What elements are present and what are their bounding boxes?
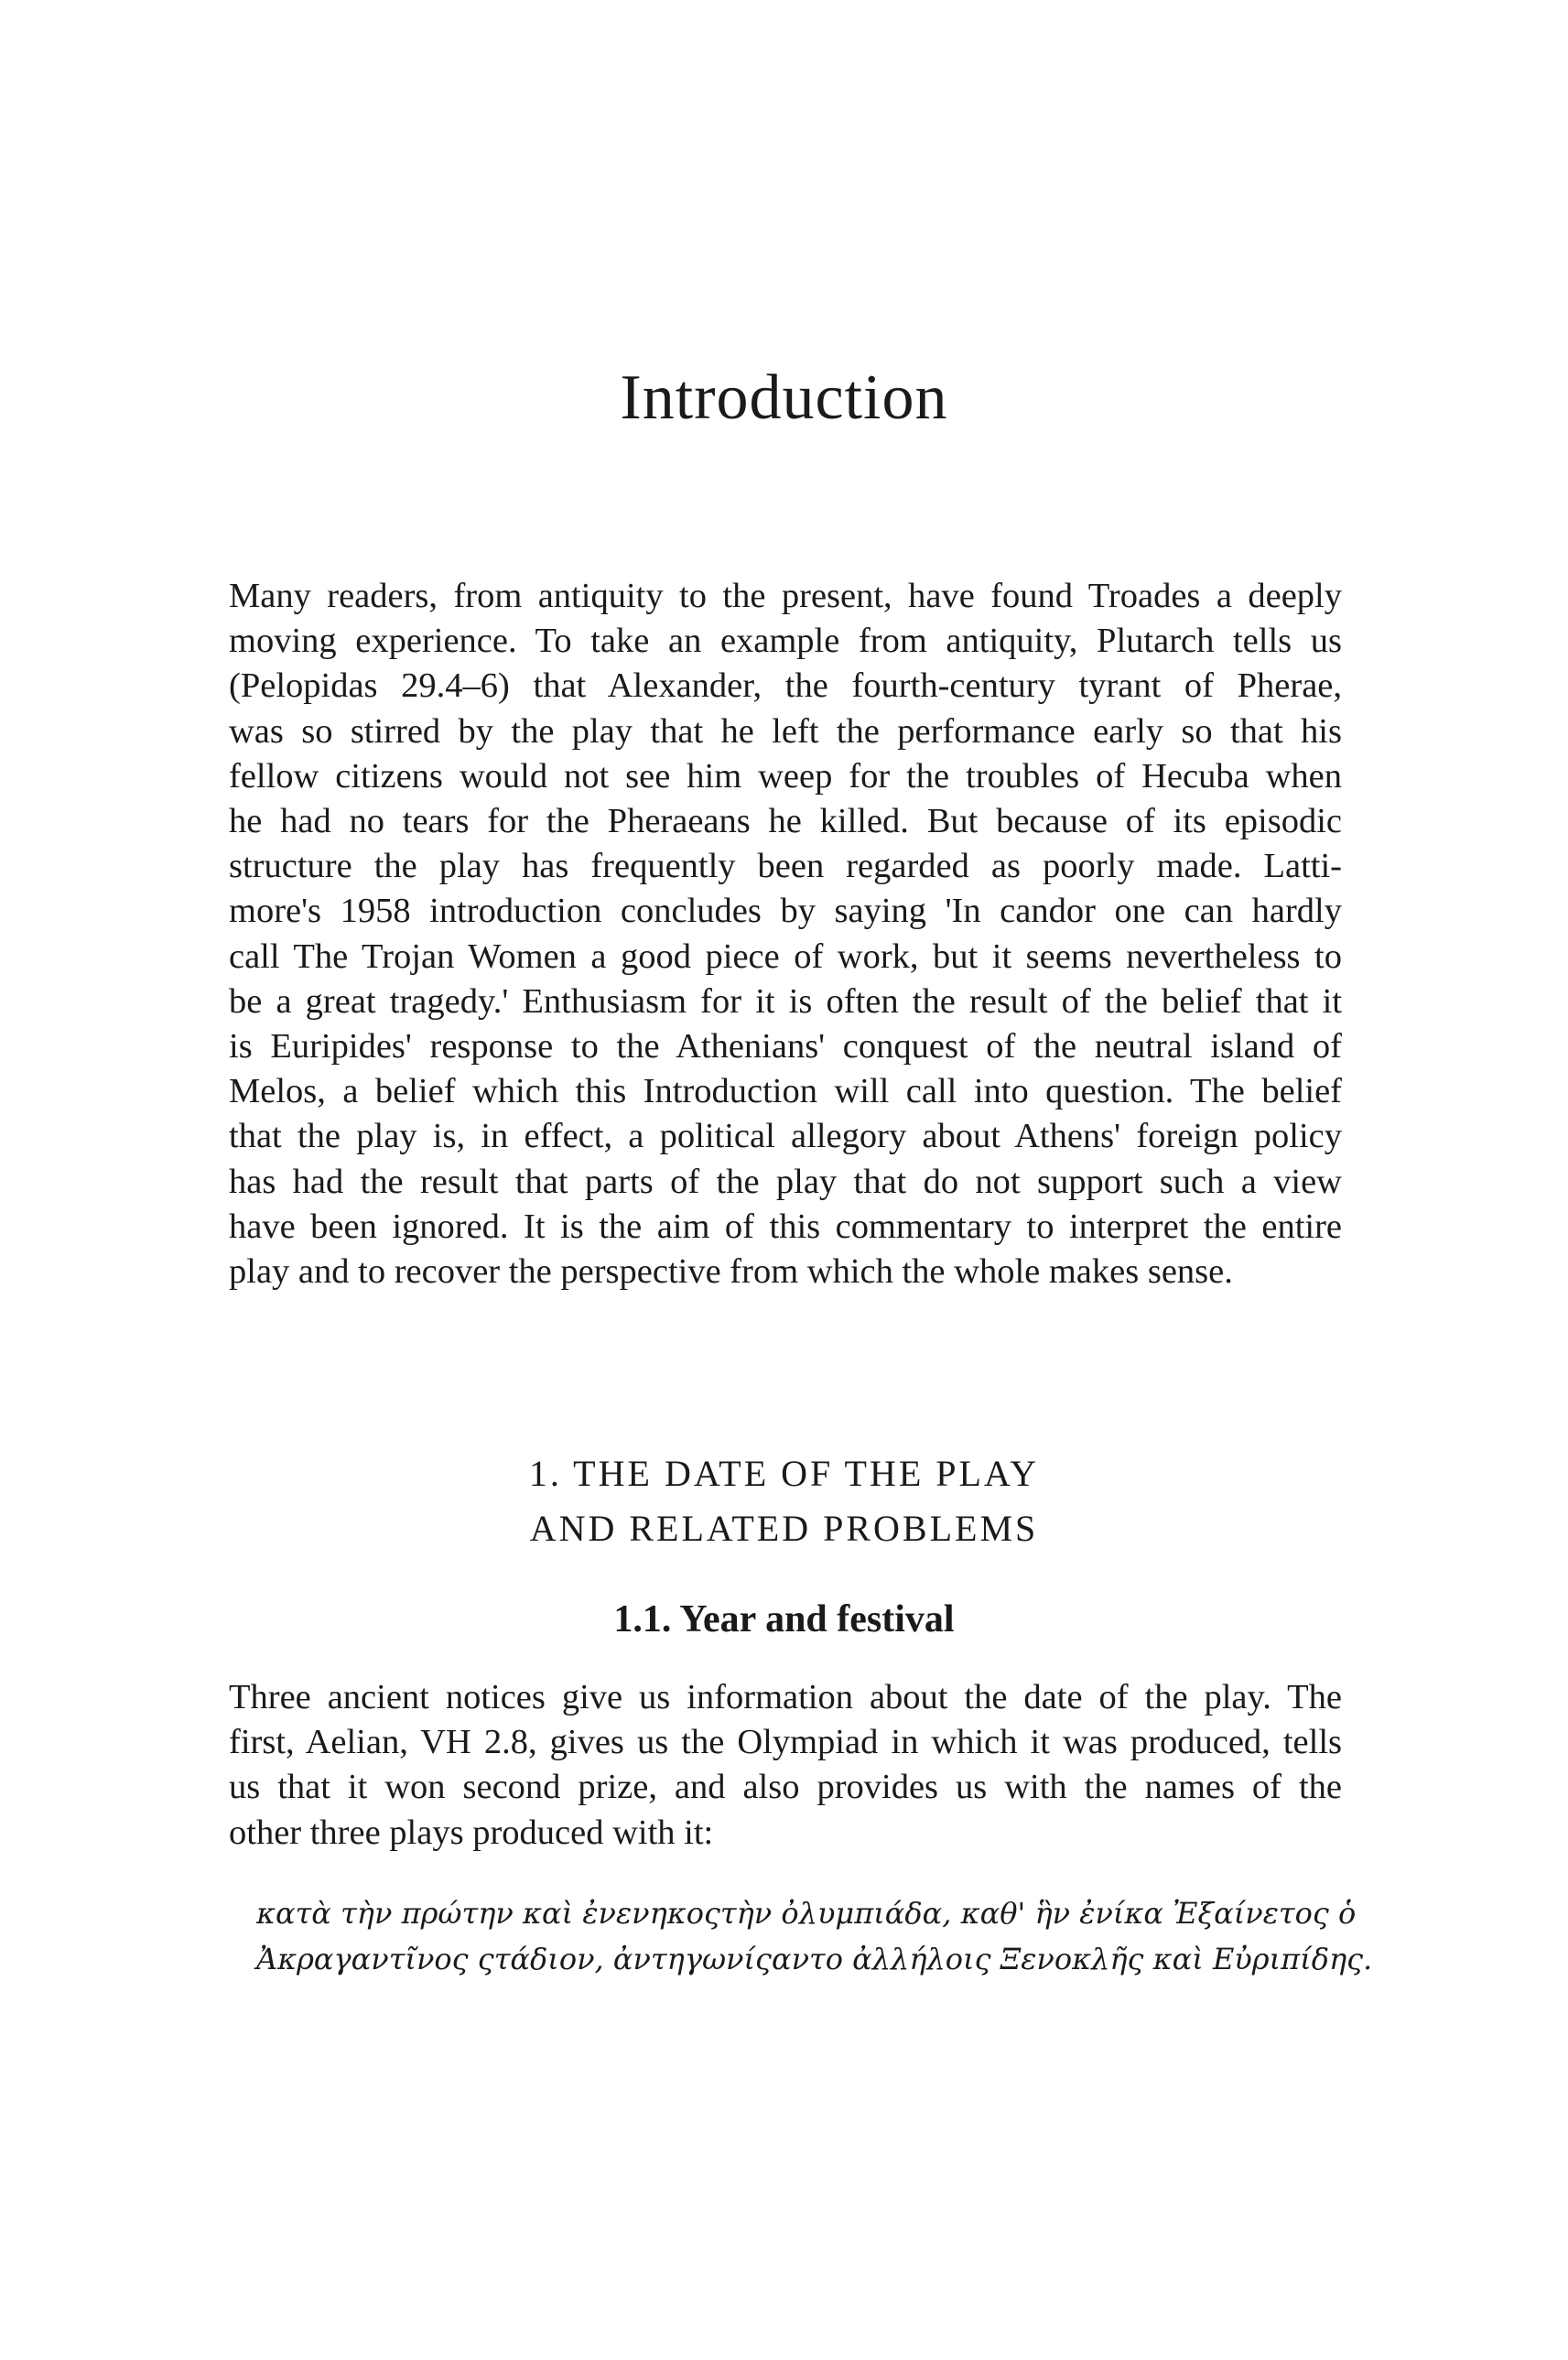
intro-line: structure the play has frequently been regarded as poorly made. Latti-: [229, 847, 1342, 886]
intro-line: Melos, a belief which this Introduction will call into question. The belief: [229, 1072, 1342, 1111]
section-heading-line-2: AND RELATED PROBLEMS: [529, 1508, 1039, 1549]
intro-line: have been ignored. It is the aim of this commentary to interpret the entire: [229, 1207, 1342, 1246]
section-heading: [0, 1446, 1568, 1556]
intro-line: moving experience. To take an example from antiquity, Plutarch tells us: [229, 622, 1342, 661]
intro-line: play and to recover the perspective from which the whole makes sense.: [229, 1252, 1233, 1292]
intro-line: fellow citizens would not see him weep for the troubles of Hecuba when: [229, 756, 1342, 796]
section-heading-line-1: 1. THE DATE OF THE PLAY: [528, 1453, 1040, 1494]
subsection-heading: 1.1. Year and festival: [613, 1598, 955, 1640]
greek-line: κατὰ τὴν πρώτην καὶ ἐνενηκοςτὴν ὀλυμπιάδα, καθ' ἣν ἐνίκα Ἐξαίνετος ὁ: [256, 1896, 1357, 1931]
intro-line: was so stirred by the play that he left the performance early so that his: [229, 711, 1342, 751]
chapter-title: Introduction: [620, 363, 948, 433]
greek-quotation: [256, 1890, 1373, 1982]
intro-line: be a great tragedy.' Enthusiasm for it is often the result of the belief that it: [229, 981, 1342, 1021]
intro-line: has had the result that parts of the play that do not support such a view: [229, 1162, 1342, 1201]
intro-paragraph: [229, 574, 1342, 1294]
para-line: other three plays produced with it:: [229, 1813, 714, 1852]
intro-line: more's 1958 introduction concludes by saying 'In candor one can hardly: [229, 892, 1342, 931]
date-paragraph: [229, 1675, 1342, 1856]
intro-line: (Pelopidas 29.4–6) that Alexander, the fourth-century tyrant of Pherae,: [229, 666, 1342, 706]
intro-line: Many readers, from antiquity to the present, have found Troades a deeply: [229, 577, 1342, 615]
intro-line: is Euripides' response to the Athenians' conquest of the neutral island of: [229, 1027, 1342, 1066]
para-line: us that it won second prize, and also provides us with the names of the: [229, 1768, 1342, 1807]
greek-line: Ἀκραγαντῖνος ςτάδιον, ἀντηγωνίςαντο ἀλλήλοις Ξενοκλῆς καὶ Εὐριπίδης.: [256, 1942, 1373, 1976]
intro-line: that the play is, in effect, a political allegory about Athens' foreign policy: [229, 1117, 1342, 1156]
intro-line: call The Trojan Women a good piece of work, but it seems nevertheless to: [229, 936, 1342, 976]
para-line: Three ancient notices give us information about the date of the play. The: [229, 1678, 1342, 1716]
para-line: first, Aelian, VH 2.8, gives us the Olympiad in which it was produced, tells: [229, 1723, 1342, 1762]
intro-line: he had no tears for the Pheraeans he killed. But because of its episodic: [229, 802, 1342, 841]
